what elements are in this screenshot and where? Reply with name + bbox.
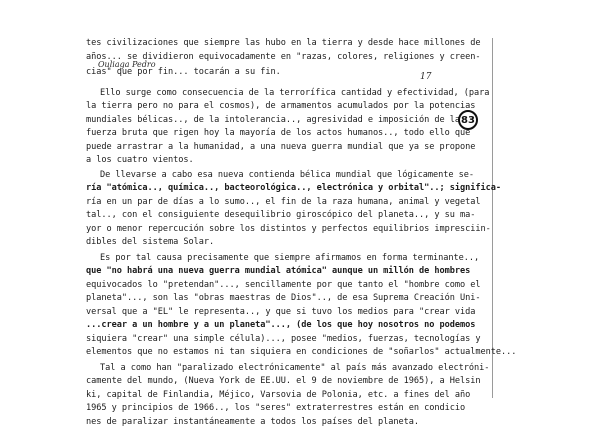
text-line: puede arrastrar a la humanidad, a una nueva guerra mundial que ya se propone <box>86 142 476 152</box>
text-line: cias" que por fin... tocarán a su fin. <box>86 67 281 77</box>
text-line: De llevarse a cabo esa nueva contienda bélica mundial que lógicamente se- <box>100 170 475 180</box>
text-line: ki, capital de Finlandia, Méjico, Varsovia de Polonia, etc. a fines del año <box>86 390 471 400</box>
text-line: nes de paralizar instantáneamente a todos los países del planeta. <box>86 417 420 427</box>
text-line: 1965 y principios de 1966.., los "seres" extraterrestres están en condicio <box>86 403 466 413</box>
text-line: la tierra pero no para el cosmos), de armamentos acumulados por la potencias <box>86 101 476 111</box>
margin-number: 17 <box>420 72 432 82</box>
text-line: yor o menor repercución sobre los distintos y perfectos equilibrios impresciin- <box>86 224 491 234</box>
handwritten-annotation: Ouliaga Pedro <box>98 60 156 69</box>
text-line: Tal a como han "paralizado electrónicamente" al país más avanzado electróni- <box>100 363 490 373</box>
text-line: equivocados lo "pretendan"..., sencillamente por que tanto el "hombre como el <box>86 280 481 290</box>
text-line: elementos que no estamos ni tan siquiera en condiciones de "soñarlos" actualmente... <box>86 347 517 357</box>
text-line: mundiales bélicas.., de la intolerancia.., agresividad e imposición de la <box>86 115 461 125</box>
text-line: que "no habrá una nueva guerra mundial atómica" aunque un millón de hombres <box>86 266 471 276</box>
text-line: fuerza bruta que rigen hoy la mayoría de los actos humanos.., todo ello que <box>86 128 471 138</box>
text-line: ...crear a un hombre y a un planeta"..., (de los que hoy nosotros no podemos <box>86 320 476 330</box>
text-line: Es por tal causa precisamente que siempre afirmamos en forma terminante.., <box>100 253 480 263</box>
text-line: siquiera "crear" una simple célula)..., posee "medios, fuerzas, tecnologías y <box>86 334 481 344</box>
text-line: tal.., con el consiguiente desequilibrio giroscópico del planeta.., y su ma- <box>86 210 476 220</box>
text-line: Ello surge como consecuencia de la terrorífica cantidad y efectividad, (para <box>100 88 490 98</box>
text-line: años... se dividieron equivocadamente en "razas, colores, religiones y creen- <box>86 52 481 62</box>
text-line: ría en un par de días a lo sumo.., el fin de la raza humana, animal y vegetal <box>86 197 481 207</box>
circled-page-number <box>458 110 478 130</box>
text-line: ría "atómica.., química.., bacteorológica.., electrónica y orbital"..; significa- <box>86 183 502 193</box>
page-number-label: 83 <box>461 114 475 126</box>
text-line: planeta"..., son las "obras maestras de Dios".., de esa Suprema Creación Uni- <box>86 293 481 303</box>
margin-rule <box>492 38 493 398</box>
text-line: versal que a "EL" le representa.., y que si tuvo los medios para "crear vida <box>86 307 476 317</box>
text-line: a los cuatro vientos. <box>86 155 194 165</box>
text-line: tes civilizaciones que siempre las hubo en la tierra y desde hace millones de <box>86 38 481 48</box>
text-line: camente del mundo, (Nueva York de EE.UU. el 9 de noviembre de 1965), a Helsin <box>86 376 481 386</box>
text-line: dibles del sistema Solar. <box>86 237 215 247</box>
